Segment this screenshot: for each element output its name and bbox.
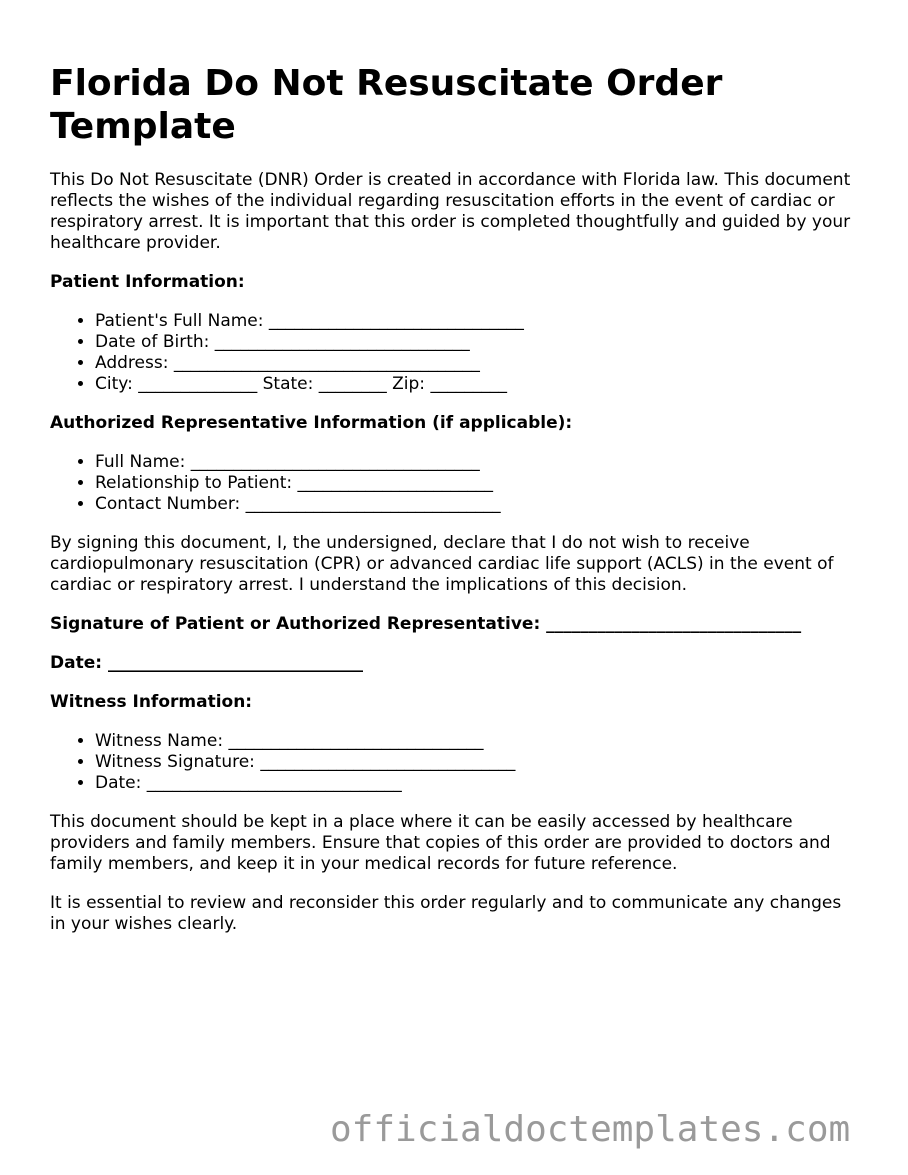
representative-info-heading: Authorized Representative Information (if applicable): [50, 413, 573, 433]
intro-paragraph: This Do Not Resuscitate (DNR) Order is created in accordance with Florida law. This document reflects the wishes of the individual regarding resuscitation efforts in the event of cardiac or respiratory arrest. It is important that this order is completed thoughtfully and guided by your healthcare provider. [50, 170, 851, 253]
document-page [50, 62, 860, 953]
list-item: • Witness Name: ______________________________ [95, 731, 860, 752]
storage-note-paragraph: This document should be kept in a place where it can be easily accessed by healthcare providers and family members. Ensure that copies of this order are provided to doctors and family members, and keep it in your medical records for future reference. [50, 812, 831, 874]
watermark-text: officialdoctemplates.com [330, 1109, 851, 1150]
list-item: • Witness Signature: ______________________________ [95, 752, 860, 773]
list-item: • Address: ____________________________________ [95, 353, 860, 374]
date-line: Date: ______________________________ [50, 653, 363, 673]
patient-info-list [50, 311, 860, 395]
list-item: • Date: ______________________________ [95, 773, 860, 794]
page-title: Florida Do Not Resuscitate Order Template [50, 63, 723, 147]
signature-line: Signature of Patient or Authorized Representative: ______________________________ [50, 614, 802, 634]
representative-info-list [50, 452, 860, 515]
list-item: • Date of Birth: ______________________________ [95, 332, 860, 353]
declaration-paragraph: By signing this document, I, the undersigned, declare that I do not wish to receive cardiopulmonary resuscitation (CPR) or advanced cardiac life support (ACLS) in the event of cardiac or respiratory arrest. I understand the implications of this decision. [50, 533, 834, 595]
list-item: • Full Name: __________________________________ [95, 452, 860, 473]
list-item: • City: ______________ State: ________ Zip: _________ [95, 374, 860, 395]
witness-info-list [50, 731, 860, 794]
list-item: • Relationship to Patient: _______________________ [95, 473, 860, 494]
review-note-paragraph: It is essential to review and reconsider this order regularly and to communicate any changes in your wishes clearly. [50, 893, 842, 934]
list-item: • Contact Number: ______________________________ [95, 494, 860, 515]
witness-info-heading: Witness Information: [50, 692, 253, 712]
list-item: • Patient's Full Name: ______________________________ [95, 311, 860, 332]
patient-info-heading: Patient Information: [50, 272, 245, 292]
